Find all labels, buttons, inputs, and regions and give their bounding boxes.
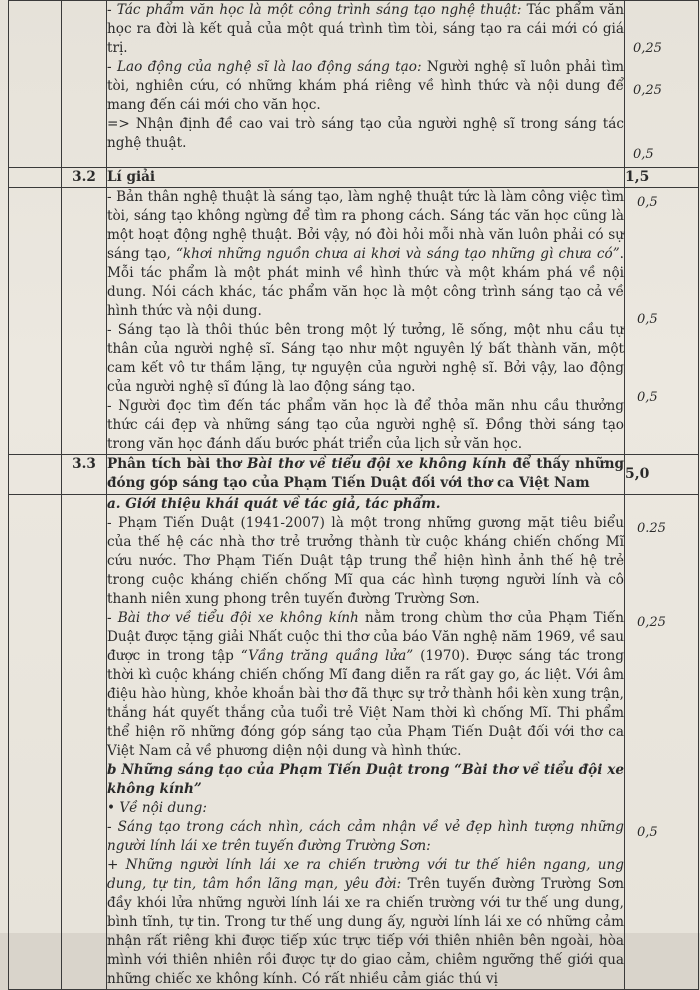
quote-text: “khơi những nguồn chưa ai khơi và sáng tạo những gì chưa có” (175, 246, 620, 262)
score-value: 0,5 (633, 147, 654, 162)
score-cell (625, 495, 699, 990)
table-row (9, 188, 699, 455)
body-text: . Mỗi tác phẩm là một phát minh về hình thức và một khám phá về nội dung. Nói cách khác, tác phẩm văn học là một công trình sáng tạo cả về hình thức và nội dung. (107, 246, 624, 319)
body-text: Trên tuyến đường Trường Sơn đầy khói lửa những người lính lái xe ra chiến trường với tư thế ung dung, bình tĩnh, tự tin. Trong tư thế ung dung ấy, người lính lái xe có những cảm nhận rất riêng khi được tiếp xúc trực tiếp với thiên nhiên bên ngoài, hòa mình với thiên nhiên rồi được tự do giao cảm, chiêm ngưỡng thế giới qua những chiếc xe không kính. Có rất nhiều cảm giác thú vị (107, 876, 625, 987)
subheading: b Những sáng tạo của Phạm Tiến Duật trong “Bài thơ về tiểu đội xe không kính” (107, 762, 624, 797)
score-value: 0,25 (633, 83, 662, 98)
title-text: Phân tích bài thơ (107, 456, 247, 472)
table-row (9, 1, 699, 168)
part-cell (9, 495, 62, 990)
body-text: Người nghệ sĩ luôn phải tìm tòi, nghiên cứu, có những khám phá riêng về hình thức và nội dung để mang đến cái mới cho văn học. (107, 59, 624, 113)
part-cell (9, 1, 62, 168)
paragraph (107, 856, 624, 989)
section-score: 5,0 (625, 455, 699, 495)
paragraph (107, 1, 624, 58)
table-row (9, 168, 699, 188)
paragraph (107, 58, 624, 115)
score-cell (625, 1, 699, 168)
section-number-cell (62, 495, 107, 990)
lead-text: - Tác phẩm văn học là một công trình sáng tạo nghệ thuật: (107, 2, 522, 18)
paragraph: - Sáng tạo trong cách nhìn, cách cảm nhận về vẻ đẹp hình tượng những người lính lái xe trên tuyến đường Trường Sơn: (107, 819, 624, 854)
content-cell (107, 188, 625, 455)
section-number: 3.2 (62, 168, 107, 188)
paragraph: - Sáng tạo là thôi thúc bên trong một lý tưởng, lẽ sống, một nhu cầu tự thân của người nghệ sĩ. Sáng tạo như một nguyên lý bất thành văn, một cam kết vô tư thầm lặng, tự nguyện của người nghệ sĩ. Bởi vậy, lao động của người nghệ sĩ đúng là lao động sáng tạo. (107, 322, 624, 395)
score-value: 0,25 (637, 615, 666, 630)
section-score: 1,5 (625, 168, 699, 188)
score-value: 0.25 (637, 521, 666, 536)
content-cell (107, 495, 625, 990)
paragraph: - Phạm Tiến Duật (1941-2007) là một trong những gương mặt tiêu biểu của thế hệ các nhà thơ trẻ trưởng thành từ cuộc kháng chiến chống Mĩ cứu nước. Thơ Phạm Tiến Duật tập trung thể hiện hình ảnh thế hệ trẻ trong cuộc kháng chiến chống Mĩ qua các hình tượng người lính và cô thanh niên xung phong trên tuyến đường Trường Sơn. (107, 515, 624, 607)
table-row (9, 455, 699, 495)
lead-text: - Lao động của nghệ sĩ là lao động sáng tạo: (107, 59, 422, 75)
content-cell (107, 1, 625, 168)
score-value: 0,5 (637, 390, 658, 405)
body-text: (1970). Được sáng tác trong thời kì cuộc kháng chiến chống Mĩ đang diễn ra rất gay go, ác liệt. Với âm điệu hào hùng, khỏe khoắn bài thơ đã thực sự trở thành hồi kèn xung trận, thắng hát quyết thắng của tuổi trẻ Việt Nam thời kì chống Mĩ. Thi phẩm thể hiện rõ những đóng góp sáng tạo của Phạm Tiến Duật đối với thơ ca Việt Nam cả về phương diện nội dung và hình thức. (107, 648, 625, 759)
section-number-cell (62, 188, 107, 455)
part-cell (9, 188, 62, 455)
table-row (9, 495, 699, 990)
score-value: 0,5 (637, 825, 658, 840)
poem-title: - Bài thơ về tiểu đội xe không kính (107, 610, 359, 626)
book-title: “Vầng trăng quầng lửa” (240, 648, 414, 664)
score-cell (625, 188, 699, 455)
poem-title: Bài thơ về tiểu đội xe không kính (246, 456, 507, 472)
score-value: 0,25 (633, 41, 662, 56)
paragraph: - Người đọc tìm đến tác phẩm văn học là để thỏa mãn nhu cầu thưởng thức cái đẹp và những sáng tạo của người nghệ sĩ. Đồng thời sáng tạo trong văn học đánh dấu bước phát triển của lịch sử văn học. (107, 398, 624, 452)
section-number-cell (62, 1, 107, 168)
part-cell (9, 168, 62, 188)
body-text: nằm trong chùm thơ của Phạm Tiến Duật được tặng giải Nhất cuộc thi thơ của báo Văn nghệ năm 1969, về sau được in trong tập (107, 610, 624, 664)
title-text: để thấy những đóng góp sáng tạo của Phạm Tiến Duật đối với thơ ca Việt Nam (107, 456, 624, 491)
paragraph (107, 609, 624, 761)
section-title (107, 455, 625, 495)
conclusion: => Nhận định đề cao vai trò sáng tạo của người nghệ sĩ trong sáng tác nghệ thuật. (107, 116, 624, 151)
bullet-heading: • Về nội dung: (107, 800, 207, 816)
section-title: Lí giải (107, 168, 625, 188)
subheading: a. Giới thiệu khái quát về tác giả, tác phẩm. (107, 496, 441, 512)
part-cell (9, 455, 62, 495)
body-text: Tác phẩm văn học ra đời là kết quả của một quá trình tìm tòi, sáng tạo ra cái mới có giá trị. (107, 2, 624, 56)
body-text: - Bản thân nghệ thuật là sáng tạo, làm nghệ thuật tức là làm công việc tìm tòi, sáng tạo không ngừng để tìm ra phong cách. Sáng tác văn học cũng là một hoạt động nghệ thuật. Bởi vậy, nó đòi hỏi mỗi nhà văn luôn phải có sự sáng tạo, (107, 189, 624, 262)
paragraph (107, 188, 624, 321)
lead-text: + Những người lính lái xe ra chiến trường với tư thế hiên ngang, ung dung, tự tin, tâm hồn lãng mạn, yêu đời: (107, 857, 624, 892)
section-number: 3.3 (62, 455, 107, 495)
score-value: 0,5 (637, 195, 658, 210)
score-value: 0,5 (637, 312, 658, 327)
marking-scheme-table (8, 0, 699, 990)
